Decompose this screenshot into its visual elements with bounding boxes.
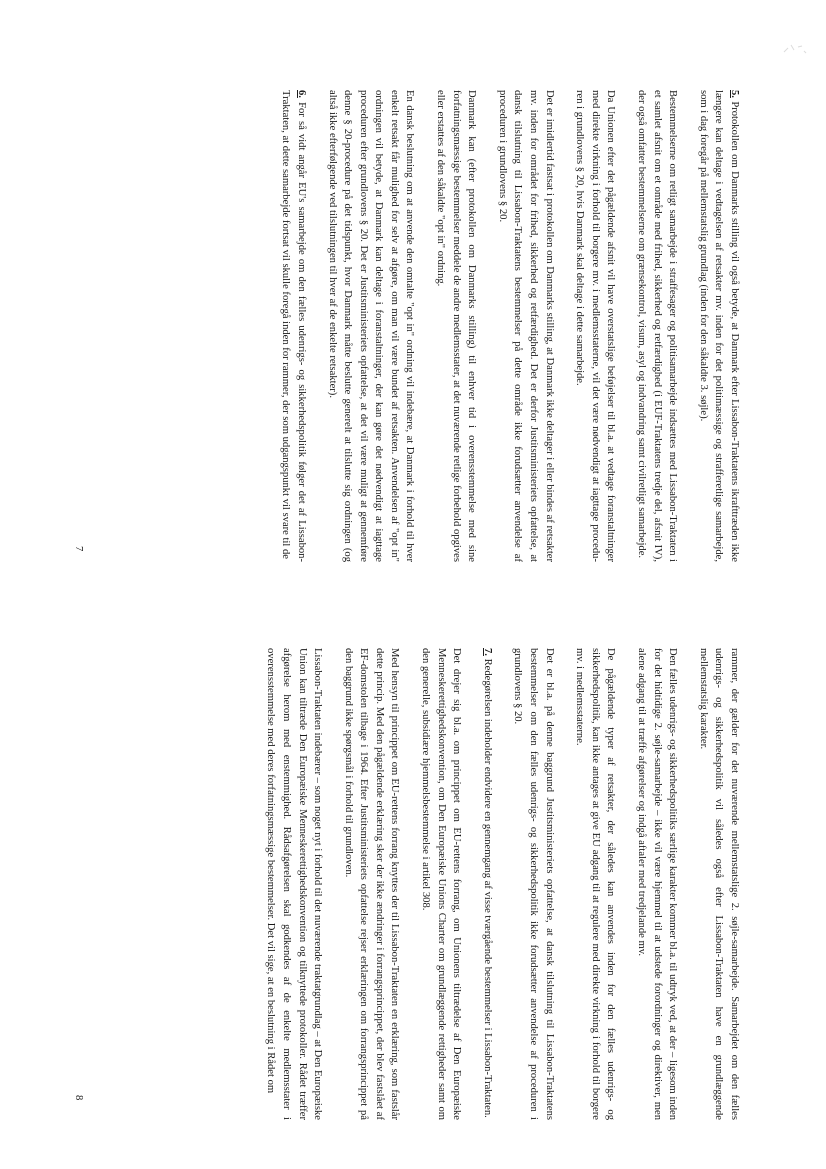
paragraph: Lissabon-Traktaten indebærer – som noget nyt i forhold til det nuværende traktatgrundlag – at Den Europæiske Union kan tiltræde Den Europæiske Menneskerettighedskonvention og tilknyttede protokoller. Rådet træffer afgørelse herom med enstemmighed. Rådsafgørelsen skal godkendes af de enkelte medlemsstater i overensstemmelse med deres forfatningsmæssige bestemmelser. Det vil sige, at en beslutning i Rådet om	[265, 648, 324, 1120]
paragraph: Det drejer sig bl.a. om princippet om EU-rettens forrang, om Unionens tiltrædelse af Den Europæiske Menneskerettighedskonvention, om Den Europæiske Unions Charter om grundlæggende rettigheder samt om den generelle, subsidiære hjemmelsbestemmelse i artikel 308.	[420, 648, 463, 1120]
paragraph: Bestemmelserne om retligt samarbejde i straffesager og politisamarbejde indsættes med Lissabon-Traktaten i et samlet afsnit om et område med frihed, sikkerhed og retfærdighed (i EUF-Traktatens tredje del, afsnit IV), der også omfatter bestemmelserne om grænsekontrol, visum, asyl og indvandring samt civilretligt samarbejde.	[636, 90, 679, 562]
paragraph-7	[479, 648, 495, 1120]
page-7-text-column	[263, 90, 742, 562]
paragraph-text: For så vidt angår EU's samarbejde om den fælles udenrigs- og sikkerhedspolitik følger det af Lissabon-Traktaten, at dette samarbejde fortsat vil skulle foregå inden for rammer, der som udgangspunkt vil svare til de	[280, 90, 307, 562]
section-number-5: 5.	[729, 90, 740, 98]
paragraph: Det er bl.a. på denne baggrund Justitsministeriets opfattelse, at dansk tilslutning til Lissabon-Traktatens bestemmelser om den fælles udenrigs- og sikkerhedspolitik ikke forudsætter anvendelse af proceduren i grundlovens § 20.	[512, 648, 555, 1120]
paragraph: De pågældende typer af retsakter, der således kan anvendes inden for den fælles udenrigs- og sikkerhedspolitik, kan ikke antages at give EU adgang til at regulere med direkte virkning i forhold til borgere mv. i medlemsstaterne.	[574, 648, 617, 1120]
page-7	[0, 0, 826, 584]
paragraph-5	[695, 90, 742, 562]
page-8-text-column	[248, 648, 742, 1120]
page-8	[0, 585, 826, 1169]
paragraph: rammer, der gælder for det nuværende mellemstatslige 2. søjle-samarbejde. Samarbejdet om den fælles udenrigs- og sikkerhedspolitik vil således også efter Lissabon-Traktaten have en grundlæggende mellemstatslig karakter.	[697, 648, 740, 1120]
section-number-6: 6.	[295, 90, 307, 98]
paragraph: Det er imidlertid fastsat i protokollen om Danmarks stilling, at Danmark ikke deltager i eller bindes af retsakter mv. inden for området for frihed, sikkerhed og retfærdighed. Det er derfor Justitsministeriets opfattelse, at dansk tilslutning til Lissabon-Traktatens bestemmelser på dette område ikke forudsætter anvendelse af proceduren i grundlovens § 20.	[496, 90, 555, 562]
paragraph-text: Protokollen om Danmarks stilling vil også betyde, at Danmark efter Lissabon-Traktatens ikrafttræden ikke længere kan deltage i vedtagelsen af retsakter mv. inden for det politimæssige og strafferetlige samarbejde, som i dag foregår på mellemstatslig grundlag (inden for den såkaldte 3. søjle).	[697, 90, 740, 562]
section-number-7: 7.	[481, 648, 493, 656]
paragraph: Danmark kan (efter protokollen om Danmarks stilling) til enhver tid i overensstemmelse med sine forfatningsmæssige bestemmelser meddele de andre medlemsstater, at det nuværende retlige forbehold opgives eller erstattes af den såkaldte "opt in" ordning.	[435, 90, 478, 562]
paragraph: Den fælles udenrigs- og sikkerhedspolitiks særlige karakter kommer bl.a. til udtryk ved, at der – ligesom inden for det hidtidige 2. søjle-samarbejde – ikke vil være hjemmel til at udstede forordninger og direktiver, men alene adgang til at træffe afgørelser og indgå aftaler med tredjelande mv.	[636, 648, 679, 1120]
paragraph: Med hensyn til princippet om EU-rettens forrang knyttes der til Lissabon-Traktaten en erklæring, som fastslår dette princip. Med den pågældende erklæring sker der ikke ændringer i forrangsprincippet, der blev fastslået af EF-domstolen tilbage i 1964. Efter Justitsministeriets opfattelse rejser erklæringen om forrangsprincippet på den baggrund ikke spørgsmål i forhold til grundloven.	[342, 648, 401, 1120]
paragraph: Da Unionen efter det pågældende afsnit vil have overstatslige beføjelser til bl.a. at vedtage foranstaltninger med direkte virkning i forhold til borgere mv. i medlemsstaterne, vil det være nødvendigt at iagttage procedu-ren i grundlovens § 20, hvis Danmark skal deltage i dette samarbejde.	[574, 90, 617, 562]
page-number-7: 7	[73, 546, 84, 552]
paragraph-6	[278, 90, 309, 562]
page-number-8: 8	[73, 1095, 84, 1101]
paragraph: En dansk beslutning om at anvende den omtalte "opt in" ordning vil indebære, at Danmark i forhold til hver enkelt retsakt får mulighed for selv at afgøre, om man vil være bundet af retsakten. Anvendelsen af "opt in" ordningen vil betyde, at Danmark kan deltage i foranstaltninger, der kan gøre det nødvendigt at iagttage proceduren efter grundlovens § 20. Det er Justitsministeriets opfattelse, at det vil være muligt at gennemføre denne § 20-procedure på det tidspunkt, hvor Danmark måtte beslutte generelt at tilslutte sig ordningen (og altså ikke efterfølgende ved tilslutningen til hver af de enkelte retsakter).	[326, 90, 416, 562]
paragraph-text: Redegørelsen indeholder endvidere en gennemgang af visse tværgående bestemmelser i Lissabon-Traktaten.	[481, 658, 493, 1118]
